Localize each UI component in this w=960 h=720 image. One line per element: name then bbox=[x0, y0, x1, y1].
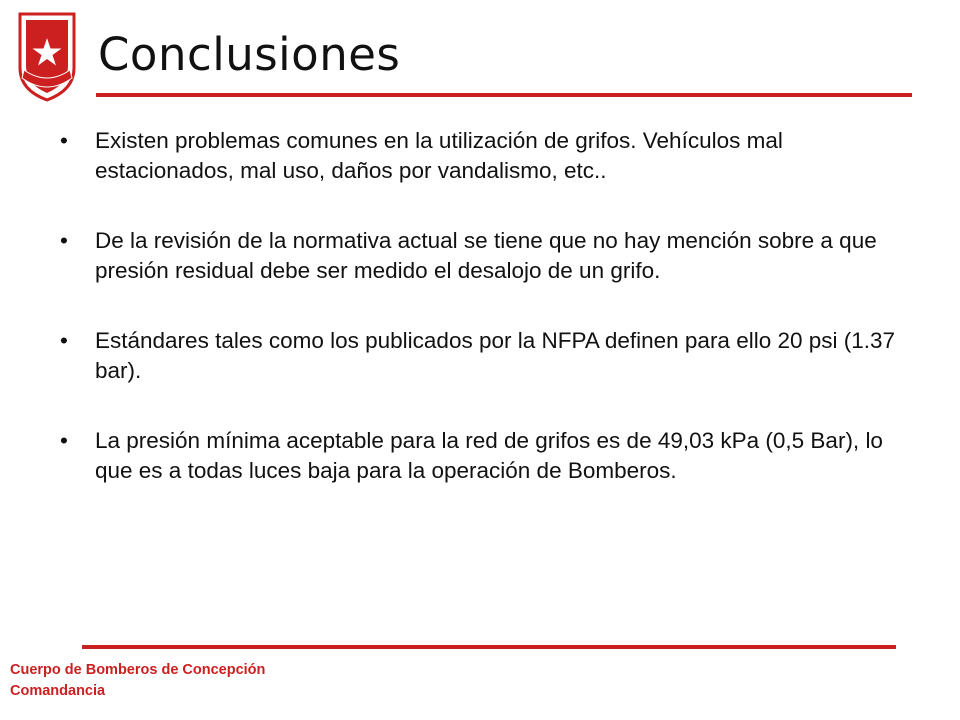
bullet-icon: • bbox=[60, 328, 68, 353]
bullet-text: Existen problemas comunes en la utilización de grifos. Vehículos mal estacionados, mal uso, daños por vandalismo, etc.. bbox=[95, 128, 783, 183]
fire-department-logo bbox=[14, 10, 80, 102]
list-item bbox=[60, 326, 920, 386]
list-item bbox=[60, 426, 920, 486]
bullet-text: La presión mínima aceptable para la red de grifos es de 49,03 kPa (0,5 Bar), lo que es a todas luces baja para la operación de Bomberos. bbox=[95, 428, 883, 483]
list-item bbox=[60, 226, 920, 286]
footer-organization: Cuerpo de Bomberos de Concepción bbox=[10, 662, 266, 678]
footer bbox=[10, 660, 265, 702]
bullet-icon: • bbox=[60, 128, 68, 153]
bullet-text: Estándares tales como los publicados por la NFPA definen para ello 20 psi (1.37 bar). bbox=[95, 328, 896, 383]
page-title: Conclusiones bbox=[98, 28, 401, 81]
footer-department: Comandancia bbox=[10, 683, 106, 699]
conclusions-list bbox=[60, 126, 920, 486]
list-item bbox=[60, 126, 920, 186]
bullet-icon: • bbox=[60, 428, 68, 453]
bullet-text: De la revisión de la normativa actual se tiene que no hay mención sobre a que presión residual debe ser medido el desalojo de un grifo. bbox=[95, 228, 877, 283]
bullet-icon: • bbox=[60, 228, 68, 253]
title-divider bbox=[96, 93, 912, 97]
footer-divider bbox=[82, 645, 896, 649]
shield-emblem-icon bbox=[14, 10, 80, 102]
